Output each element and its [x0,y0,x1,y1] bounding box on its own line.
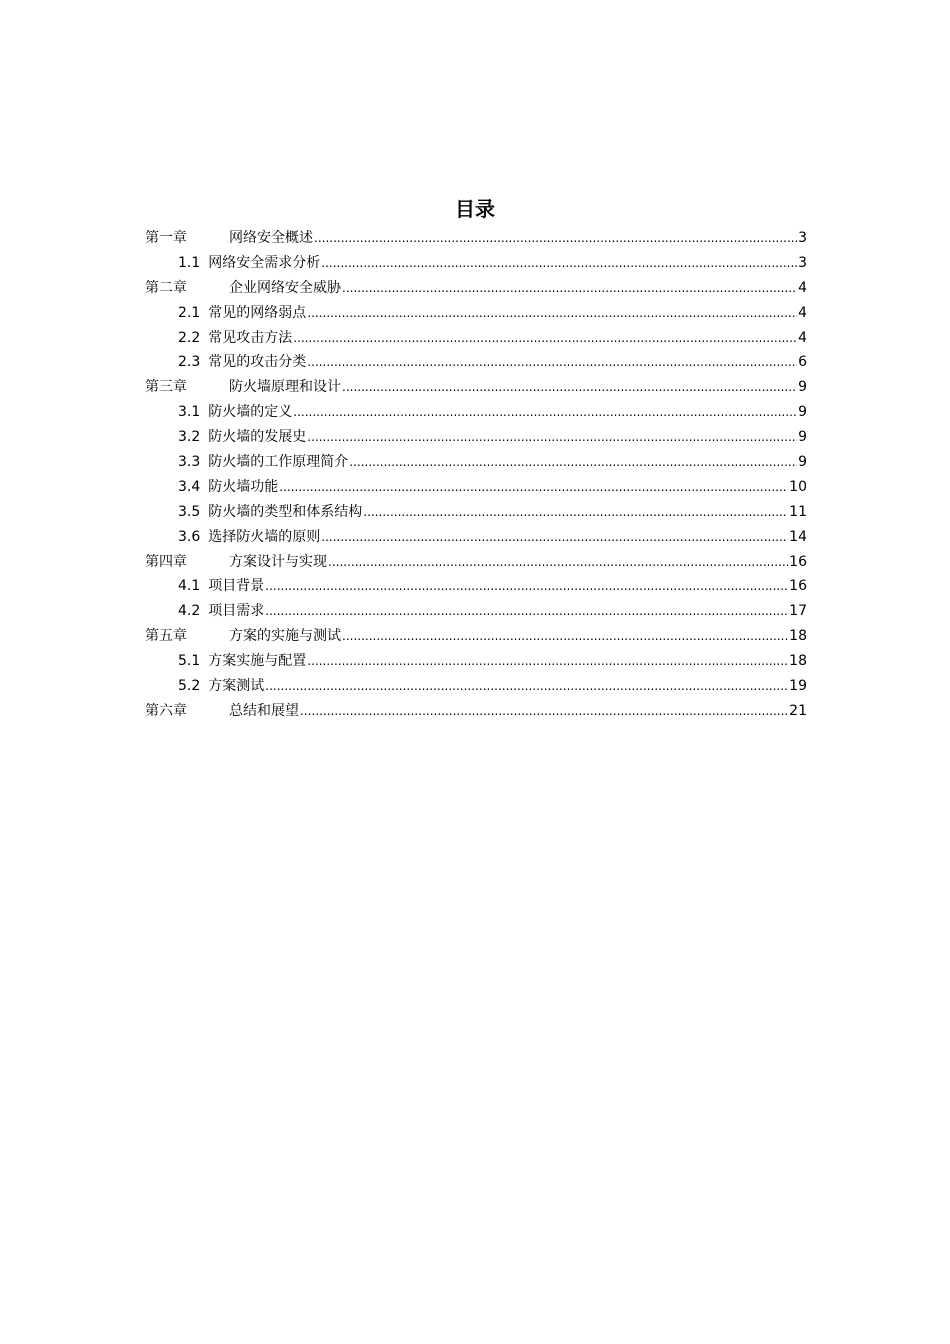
toc-dot-leader [265,674,788,699]
toc-entry-number: 3.4 [178,478,201,495]
toc-entry[interactable] [145,550,807,575]
toc-entry-number: 第五章 [145,628,187,645]
toc-dot-leader [265,599,788,624]
toc-entry-title: 防火墙功能 [208,478,279,495]
toc-entry-title: 方案实施与配置 [208,653,307,670]
toc-dot-leader [265,574,788,599]
toc-dot-leader [279,475,788,500]
toc-entry-number: 2.3 [178,354,201,371]
toc-entry-number: 3.5 [178,503,201,520]
toc-entry-title: 企业网络安全威胁 [229,279,341,296]
toc-dot-leader [307,425,797,450]
toc-entry-number: 5.1 [178,653,201,670]
toc-dot-leader [293,400,797,425]
toc-entry-title: 方案的实施与测试 [229,628,341,645]
toc-entry-page-number: 3 [798,230,807,246]
toc-dot-leader [307,350,797,375]
toc-entry-title: 选择防火墙的原则 [208,528,321,545]
toc-dot-leader [307,649,788,674]
toc-entry-title: 防火墙的工作原理简介 [208,454,349,471]
toc-entry[interactable] [145,624,807,649]
toc-entry-page-number: 11 [789,503,807,520]
toc-entry[interactable] [145,674,807,699]
toc-entry-page-number: 21 [789,702,807,719]
toc-entry[interactable] [145,475,807,500]
toc-entry[interactable] [145,226,807,251]
toc-dot-leader [307,301,797,326]
toc-entry-page-number: 17 [789,603,807,620]
toc-entry-number: 3.1 [178,404,201,421]
toc-title: 目录 [455,197,495,221]
toc-entry-page-number: 19 [789,678,807,695]
toc-entry-page-number: 18 [789,653,807,670]
toc-entry-number: 第一章 [145,230,187,246]
toc-entry-page-number: 4 [798,279,807,296]
toc-entry-title: 总结和展望 [229,702,299,719]
toc-dot-leader [363,500,788,525]
toc-entry-title: 方案测试 [208,678,265,695]
toc-entry-title: 网络安全需求分析 [208,254,321,271]
toc-entry-title: 常见的攻击分类 [208,354,307,371]
toc-entry-title: 防火墙原理和设计 [229,379,341,396]
toc-entry-title: 防火墙的类型和体系结构 [208,503,363,520]
toc-dot-leader [342,375,797,400]
toc-entry-page-number: 3 [798,254,807,271]
toc-entry[interactable] [145,350,807,375]
toc-entry-number: 第二章 [145,279,187,296]
toc-entry[interactable] [145,649,807,674]
toc-dot-leader [321,251,797,276]
toc-entry-number: 3.3 [178,454,201,471]
toc-entry-number: 1.1 [178,254,201,271]
toc-entry[interactable] [145,450,807,475]
toc-entry-page-number: 14 [789,528,807,545]
toc-entry[interactable] [145,699,807,724]
toc-entry[interactable] [145,375,807,400]
toc-entry-page-number: 9 [798,379,807,396]
toc-entry[interactable] [145,276,807,301]
toc-entry-number: 3.6 [178,528,201,545]
toc-entry-title: 常见的网络弱点 [208,304,307,321]
toc-entry-page-number: 10 [789,478,807,495]
toc-entry-number: 第四章 [145,553,187,570]
toc-entry-page-number: 4 [798,304,807,321]
toc-dot-leader [314,226,797,251]
toc-entry-page-number: 6 [798,354,807,371]
toc-entry[interactable] [145,500,807,525]
toc-entry-page-number: 4 [798,329,807,346]
toc-entry-title: 防火墙的发展史 [208,429,307,446]
toc-dot-leader [349,450,797,475]
toc-entry-number: 第三章 [145,379,187,396]
toc-entry-title: 网络安全概述 [229,230,313,246]
toc-entry-title: 项目需求 [208,603,265,620]
toc-entry[interactable] [145,326,807,351]
toc-entry[interactable] [145,574,807,599]
toc-dot-leader [321,525,788,550]
toc-entry-page-number: 9 [798,429,807,446]
toc-entry-page-number: 9 [798,404,807,421]
toc-entry[interactable] [145,400,807,425]
toc-entry[interactable] [145,251,807,276]
toc-entry[interactable] [145,425,807,450]
toc-entry[interactable] [145,301,807,326]
toc-dot-leader [293,326,797,351]
toc-entry[interactable] [145,525,807,550]
toc-list [145,226,807,724]
toc-entry-number: 2.1 [178,304,201,321]
toc-entry-number: 3.2 [178,429,201,446]
toc-entry-number: 4.2 [178,603,201,620]
toc-entry-title: 常见攻击方法 [208,329,293,346]
toc-entry[interactable] [145,599,807,624]
toc-entry-number: 2.2 [178,329,201,346]
toc-entry-page-number: 9 [798,454,807,471]
toc-dot-leader [328,550,788,575]
toc-dot-leader [342,624,788,649]
toc-dot-leader [342,276,797,301]
toc-dot-leader [300,699,788,724]
toc-entry-title: 防火墙的定义 [208,404,293,421]
toc-entry-page-number: 16 [789,553,807,570]
toc-entry-title: 项目背景 [208,578,265,595]
toc-entry-number: 5.2 [178,678,201,695]
toc-entry-number: 第六章 [145,702,187,719]
toc-entry-page-number: 16 [789,578,807,595]
toc-entry-number: 4.1 [178,578,201,595]
toc-entry-title: 方案设计与实现 [229,553,327,570]
toc-entry-page-number: 18 [789,628,807,645]
